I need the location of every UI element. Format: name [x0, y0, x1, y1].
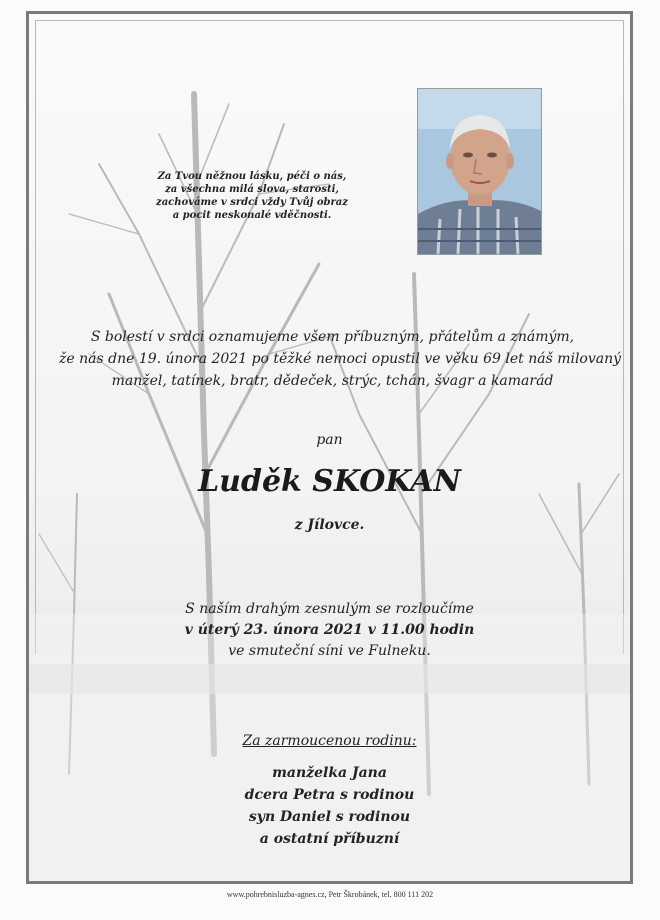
family-member: dcera Petra s rodinou: [244, 787, 415, 803]
funeral-place: ve smuteční síni ve Fulneku.: [228, 643, 431, 659]
quote-line: Za Tvou něžnou lásku, péči o nás,: [157, 171, 347, 182]
memorial-quote: [147, 170, 357, 222]
parte-frame: [26, 11, 633, 884]
quote-line: zachováme v srdci vždy Tvůj obraz: [156, 197, 348, 208]
funeral-service-footer: www.pohrebnisluzba-agnes.cz, Petr Škrobánek, tel. 800 111 202: [226, 890, 434, 899]
family-member: manželka Jana: [272, 765, 387, 781]
honorific: pan: [316, 432, 343, 448]
deceased-origin: z Jílovce.: [294, 517, 365, 533]
death-announcement: [59, 326, 622, 392]
announcement-line: manžel, tatínek, bratr, dědeček, strýc, tchán, švagr a kamarád: [111, 373, 554, 389]
mourning-family: [29, 730, 630, 850]
funeral-intro: S naším drahým zesnulým se rozloučíme: [185, 601, 474, 617]
announcement-line: S bolestí v srdci oznamujeme všem příbuzným, přátelům a známým,: [90, 329, 575, 345]
family-member: syn Daniel s rodinou: [248, 809, 411, 825]
family-member: a ostatní příbuzní: [259, 831, 400, 847]
announcement-line: že nás dne 19. února 2021 po těžké nemoci opustil ve věku 69 let náš milovaný: [59, 351, 622, 367]
funeral-date-time: v úterý 23. února 2021 v 11.00 hodin: [184, 622, 475, 638]
funeral-info: [29, 599, 630, 662]
portrait-photo: [417, 88, 542, 255]
quote-line: za všechna milá slova, starosti,: [165, 184, 339, 195]
quote-line: a pocit neskonalé vděčnosti.: [172, 210, 332, 221]
deceased-name: Luděk SKOKAN: [198, 464, 461, 499]
family-heading: Za zarmoucenou rodinu:: [242, 733, 417, 749]
